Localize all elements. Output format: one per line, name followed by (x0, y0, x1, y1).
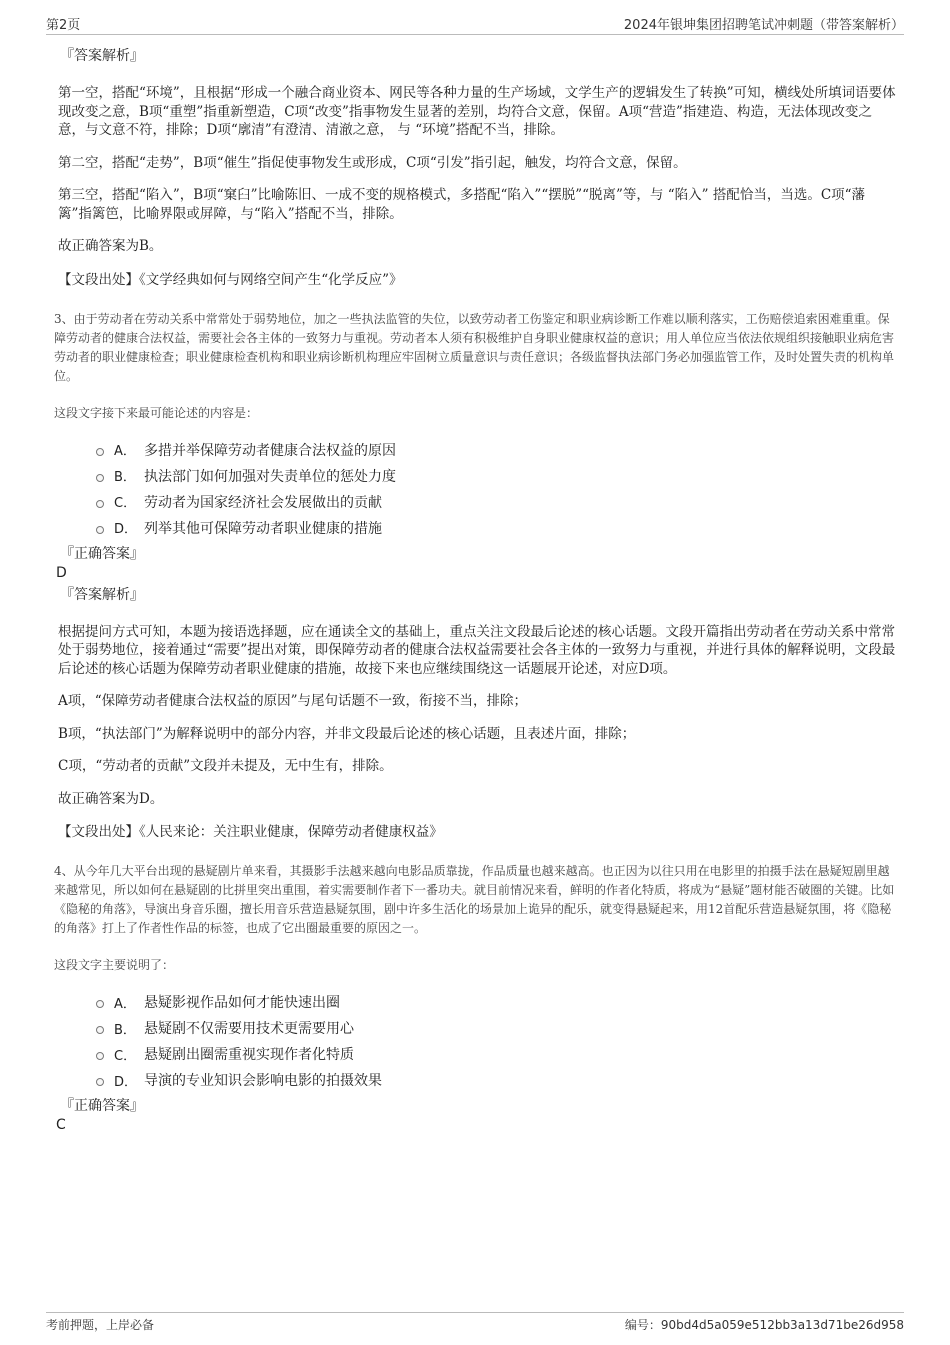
passage-source: 【文段出处】《文学经典如何与网络空间产生“化学反应”》 (58, 271, 403, 288)
document-code (625, 1316, 904, 1333)
option-text: 悬疑影视作品如何才能快速出圈 (144, 995, 340, 1011)
option-letter: A． (114, 996, 136, 1012)
option-letter: D． (114, 522, 138, 537)
analysis-paragraph: C项，“劳动者的贡献”文段并未提及，无中生有，排除。 (58, 758, 393, 774)
option-b[interactable] (96, 463, 896, 489)
radio-button[interactable] (96, 1026, 104, 1034)
document-title: 2024年银坤集团招聘笔试冲刺题（带答案解析） (623, 18, 904, 33)
option-text: 悬疑剧不仅需要用技术更需要用心 (144, 1021, 354, 1037)
option-text: 劳动者为国家经济社会发展做出的贡献 (144, 494, 382, 511)
radio-button[interactable] (96, 1078, 104, 1086)
analysis-tag: 『答案解析』 (60, 586, 144, 603)
option-letter: C． (114, 1048, 137, 1064)
option-text: 执法部门如何加强对失责单位的惩处力度 (144, 468, 396, 485)
page-footer (46, 1312, 904, 1335)
option-c[interactable] (96, 1041, 896, 1067)
option-b[interactable] (96, 1015, 896, 1041)
footer-slogan: 考前押题，上岸必备 (46, 1318, 155, 1332)
option-letter: B． (114, 1022, 136, 1038)
page-number: 第2页 (46, 18, 81, 33)
question-4-text: 4、从今年几大平台出现的悬疑剧片单来看，其摄影手法越来越向电影品质靠拢，作品质量也越来越高。也正因为以往只用在电影里的拍摄手法在悬疑短剧里越来越常见，所以如何在悬疑剧的比拼里突出重围，着实需要制作者下一番功夫。就目前情况来看，鲜明的作者化特质，将成为“悬疑”题材能否破圈的关键。比如《隐秘的角落》，导演出身音乐圈，擅长用音乐营造悬疑氛围，剧中许多生活化的场景加上诡异的配乐，就变得悬疑起来，用12首配乐营造悬疑氛围，将《隐秘的角落》打上了作者性作品的标签，也成了它出圈最重要的原因之一。 (54, 864, 895, 935)
radio-button[interactable] (96, 526, 104, 534)
option-c[interactable] (96, 489, 896, 515)
correct-answer-tag: 『正确答案』 (60, 545, 144, 562)
analysis-paragraph: 根据提问方式可知，本题为接语选择题，应在通读全文的基础上，重点关注文段最后论述的核心话题。文段开篇指出劳动者在劳动关系中常常处于弱势地位，接着通过“需要”提出对策，即保障劳动者的健康合法权益需要社会各主体的一致努力与重视，并进行具体的解释说明，文段最后论述的核心话题为保障劳动者职业健康的措施，故接下来也应继续围绕这一话题展开论述，对应D项。 (58, 623, 896, 677)
analysis-tag: 『答案解析』 (60, 48, 144, 64)
question-4-prompt: 这段文字主要说明了： (54, 958, 175, 972)
radio-button[interactable] (96, 448, 104, 456)
option-letter: B． (114, 470, 136, 485)
code-label: 编号： (624, 1318, 661, 1332)
page-header (46, 12, 904, 35)
option-text: 多措并举保障劳动者健康合法权益的原因 (144, 442, 396, 459)
option-letter: D． (114, 1074, 138, 1090)
correct-answer: D (56, 564, 67, 581)
option-a[interactable] (96, 989, 896, 1015)
radio-button[interactable] (96, 500, 104, 508)
passage-source: 【文段出处】《人民来论：关注职业健康，保障劳动者健康权益》 (58, 824, 443, 840)
correct-answer: C (56, 1117, 66, 1133)
analysis-paragraph: 第三空，搭配“陷入”，B项“窠臼”比喻陈旧、一成不变的规格模式，多搭配“陷入”“摆脱”“脱离”等，与 “陷入” 搭配恰当，当选。C项“藩篱”指篱笆，比喻界限或屏障，与“陷入”搭配不当，排除。 (58, 187, 866, 222)
option-d[interactable] (96, 515, 896, 541)
option-text: 悬疑剧出圈需重视实现作者化特质 (144, 1047, 354, 1063)
radio-button[interactable] (96, 474, 104, 482)
analysis-paragraph: B项，“执法部门”为解释说明中的部分内容，并非文段最后论述的核心话题，且表述片面，排除； (58, 725, 636, 742)
option-a[interactable] (96, 437, 896, 463)
option-d[interactable] (96, 1067, 896, 1093)
analysis-paragraph: 第一空，搭配“环境”，且根据“形成一个融合商业资本、网民等各种力量的生产场域，文学生产的逻辑发生了转换”可知，横线处所填词语要体现改变之意，B项“重塑”指重新塑造，C项“改变”指事物发生显著的差别，均符合文意，保留。A项“营造”指建造、构造，无法体现改变之意，与文意不符，排除；D项“廓清”有澄清、清澈之意， 与 “环境”搭配不当，排除。 (58, 85, 896, 138)
code-value: 90bd4d5a059e512bb3a13d71be26d958 (660, 1318, 904, 1332)
page-content (56, 40, 896, 1134)
question-3-options (96, 437, 896, 541)
analysis-paragraph: 故正确答案为D。 (58, 790, 164, 807)
correct-answer-tag: 『正确答案』 (60, 1098, 144, 1114)
question-3-prompt: 这段文字接下来最可能论述的内容是： (54, 405, 259, 420)
question-3-text: 3、由于劳动者在劳动关系中常常处于弱势地位，加之一些执法监管的失位，以致劳动者工伤鉴定和职业病诊断工作难以顺利落实，工伤赔偿追索困难重重。保障劳动者的健康合法权益，需要社会各主体的一致努力与重视。劳动者本人须有积极维护自身职业健康权益的意识；用人单位应当依法依规组织接触职业病危害劳动者的职业健康检查；职业健康检查机构和职业病诊断机构理应牢固树立质量意识与责任意识；各级监督执法部门务必加强监管工作，及时处置失责的机构单位。 (54, 311, 895, 383)
question-4-options (96, 989, 896, 1093)
analysis-paragraph: 第二空，搭配“走势”，B项“催生”指促使事物发生或形成，C项“引发”指引起，触发，均符合文意，保留。 (58, 154, 687, 171)
option-letter: C． (114, 496, 137, 511)
radio-button[interactable] (96, 1052, 104, 1060)
option-text: 列举其他可保障劳动者职业健康的措施 (144, 520, 382, 537)
analysis-paragraph: 故正确答案为B。 (58, 238, 163, 254)
radio-button[interactable] (96, 1000, 104, 1008)
option-letter: A． (114, 444, 136, 459)
option-text: 导演的专业知识会影响电影的拍摄效果 (144, 1073, 382, 1089)
analysis-paragraph: A项，“保障劳动者健康合法权益的原因”与尾句话题不一致，衔接不当，排除； (58, 693, 528, 709)
